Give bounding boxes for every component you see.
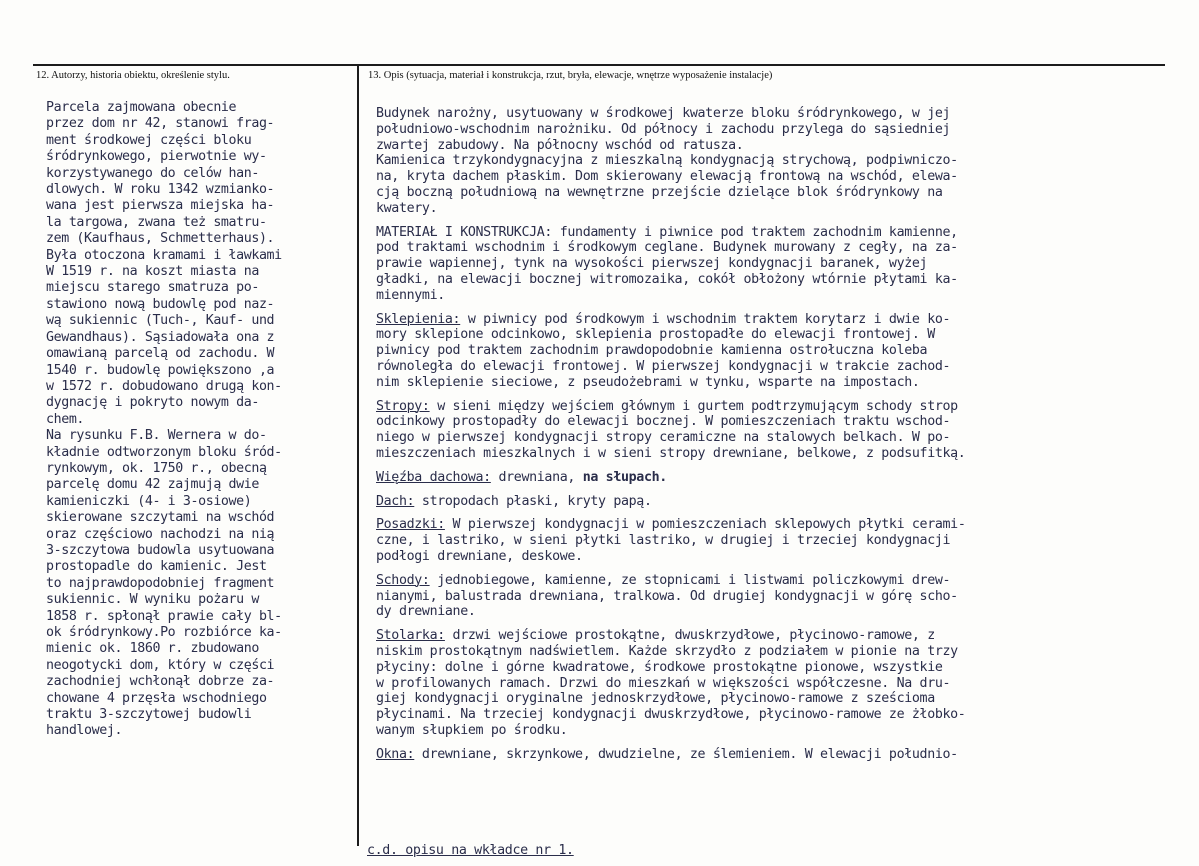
windows-paragraph: [376, 747, 1166, 763]
section-13-header: 13. Opis (sytuacja, materiał i konstrukcja, rzut, bryła, elewacje, wnętrze wyposażenie instalacje): [368, 70, 773, 81]
history-line: chem.: [46, 411, 85, 427]
joinery-label: Stolarka:: [376, 628, 445, 644]
floors-text: W pierwszej kondygnacji w pomieszczeniach sklepowych płytki cerami- czne, i lastriko, w sieni płytki lastriko, w drugiej i trzeciej kondygnacji podłogi drewniane, deskowe.: [376, 517, 966, 564]
history-line: ment środkowej części bloku: [46, 132, 252, 148]
history-line: 1540 r. budowlę powiększono ,a: [46, 362, 275, 378]
roof-paragraph: [376, 494, 1166, 510]
history-line: oraz częściowo nachodzi na nią: [46, 526, 275, 542]
ceilings-paragraph: [376, 399, 1166, 462]
history-line: handlowej.: [46, 723, 123, 739]
floors-label: Posadzki:: [376, 517, 445, 533]
stairs-paragraph: [376, 573, 1166, 620]
history-line: rynkowym, ok. 1750 r., obecną: [46, 460, 267, 476]
history-line: korzystywanego do celów han-: [46, 165, 259, 181]
vaults-label: Sklepienia:: [376, 311, 461, 327]
history-line: skierowane szczytami na wschód: [46, 510, 275, 526]
history-line: la targowa, zwana też smatru-: [46, 214, 267, 230]
history-line: stawiono nową budowlę pod naz-: [46, 296, 275, 312]
history-line: Była otoczona kramami i ławkami: [46, 247, 282, 263]
windows-text: drewniane, skrzynkowe, dwudzielne, ze ślemieniem. W elewacji południo-: [414, 746, 958, 762]
history-line: chowane 4 przęsła wschodniego: [46, 690, 267, 706]
history-line: kamieniczki (4- i 3-osiowe): [46, 493, 252, 509]
continuation-note: c.d. opisu na wkładce nr 1.: [367, 843, 574, 858]
history-line: w 1572 r. dobudowano drugą kon-: [46, 378, 282, 394]
roof-truss-paragraph: [376, 470, 1166, 486]
history-line: neogotycki dom, który w części: [46, 657, 275, 673]
roof-truss-text: drewniana,: [490, 469, 576, 485]
history-line: przez dom nr 42, stanowi frag-: [46, 116, 275, 132]
history-line: 1858 r. spłonął prawie cały bl-: [46, 608, 282, 624]
section-12-header: 12. Autorzy, historia obiektu, określenie stylu.: [36, 70, 230, 81]
history-line: omawianą parcelą od zachodu. W: [46, 346, 275, 362]
joinery-text: drzwi wejściowe prostokątne, dwuskrzydłowe, płycinowo-ramowe, z niskim prostokątnym nadświetlem. Każde skrzydło z podziałem w pionie na trzy płyciny: dolne i górne kwadratowe, środkowe prostokątne pionowe, wszystkie w profilowanych ramach. Drzwi do mieszkań w większości współczesne. Na dru- giej kondygnacji oryginalne jednoskrzydłowe, płycinowo-ramowe z sześcioma płycinami. Na trzeciej kondygnacji dwuskrzydłowe, płycinowo-ramowe ze żłobko- wanym słupkiem po środku.: [376, 628, 966, 738]
joinery-paragraph: [376, 628, 1166, 739]
history-line: sukiennic. W wyniku pożaru w: [46, 592, 259, 608]
roof-label: Dach:: [376, 493, 415, 509]
roof-truss-label: Więźba dachowa:: [376, 469, 491, 485]
history-line: Parcela zajmowana obecnie: [46, 100, 237, 115]
history-line: parcelę domu 42 zajmują dwie: [46, 477, 259, 493]
stairs-label: Schody:: [376, 572, 430, 588]
material-paragraph: MATERIAŁ I KONSTRUKCJA: fundamenty i piwnice pod traktem zachodnim kamienne, pod traktami wschodnim i środkowym ceglane. Budynek murowany z cegły, na za- prawie wapiennej, tynk na wysokości pierwszej kondygnacji baranek, wyżej gładki, na elewacji bocznej witromozaika, cokół obłożony wtórnie płytami ka- miennymi.: [376, 224, 958, 303]
stairs-text: jednobiegowe, kamienne, ze stopnicami i listwami policzkowymi drew- nianymi, balustrada drewniana, tralkowa. Od drugiej kondygnacji w górę scho- dy drewniane.: [376, 572, 958, 620]
history-line: mienic ok. 1860 r. zbudowano: [46, 641, 259, 657]
history-line: to najprawdopodobniej fragment: [46, 575, 275, 591]
ceilings-text: w sieni między wejściem głównym i gurtem podtrzymującym schody strop odcinkowy prostopadły do elewacji bocznej. W pomieszczeniach traktu wschod- niego w pierwszej kondygnacji stropy ceramiczne na stalowych belkach. W po- mieszczeniach mieszkalnych i w sieni stropy drewniane, belkowe, z podsufitką.: [376, 398, 966, 461]
history-line: traktu 3-szczytowej budowli: [46, 707, 252, 723]
top-rule: [33, 64, 1165, 66]
history-line: Gewandhaus). Sąsiadowała ona z: [46, 329, 275, 345]
vaults-paragraph: [376, 312, 1166, 391]
history-line: prostopadle do kamienic. Jest: [46, 559, 267, 575]
history-line: ok śródrynkowy.Po rozbiórce ka-: [46, 625, 282, 640]
history-line: zachodniej wchłonął dobrze za-: [46, 674, 275, 690]
history-line: dygnację i pokryto nowym da-: [46, 395, 259, 411]
roof-truss-bold: na słupach.: [575, 469, 667, 485]
history-line: śródrynkowego, pierwotnie wy-: [46, 149, 267, 165]
history-line: wana jest pierwsza miejska ha-: [46, 198, 275, 214]
floors-paragraph: [376, 517, 1166, 564]
column-divider: [357, 66, 359, 846]
history-line: Na rysunku F.B. Wernera w do-: [46, 428, 267, 444]
ceilings-label: Stropy:: [376, 398, 430, 414]
history-line: zem (Kaufhaus, Schmetterhaus).: [46, 231, 275, 247]
history-line: wą sukiennic (Tuch-, Kauf- und: [46, 313, 275, 329]
history-line: W 1519 r. na koszt miasta na: [46, 264, 259, 280]
windows-label: Okna:: [376, 746, 415, 762]
roof-text: stropodach płaski, kryty papą.: [414, 493, 652, 509]
history-line: 3-szczytowa budowla usytuowana: [46, 542, 275, 558]
intro-paragraph: Budynek narożny, usytuowany w środkowej kwaterze bloku śródrynkowego, w jej południowo-wschodnim narożniku. Od północy i zachodu przylega do sąsiedniej zwartej zabudowy. Na północny wschód od ratusza. Kamienica trzykondygnacyjna z mieszkalną kondygnacją strychową, podpiwniczo- na, kryta dachem płaskim. Dom skierowany elewacją frontową na wschód, elewa- cją boczną południową na wewnętrzne przejście dzielące blok śródrynkowy na kwatery.: [376, 106, 958, 216]
description-text: [376, 106, 1166, 762]
history-text: [46, 100, 356, 740]
history-line: dlowych. W roku 1342 wzmianko-: [46, 182, 275, 198]
history-line: kładnie odtworzonym bloku śród-: [46, 444, 282, 460]
history-line: miejscu starego smatruza po-: [46, 280, 259, 296]
vaults-text: w piwnicy pod środkowym i wschodnim traktem korytarz i dwie ko- mory sklepione odcinkowo, sklepienia prostopadłe do elewacji frontowej. W piwnicy pod traktem zachodnim prawdopodobnie kamienna ostrołuczna koleba równoległa do elewacji frontowej. W pierwszej kondygnacji w trakcie zachod- nim sklepienie sieciowe, z pseudożebrami w tynku, wsparte na impostach.: [376, 311, 951, 390]
